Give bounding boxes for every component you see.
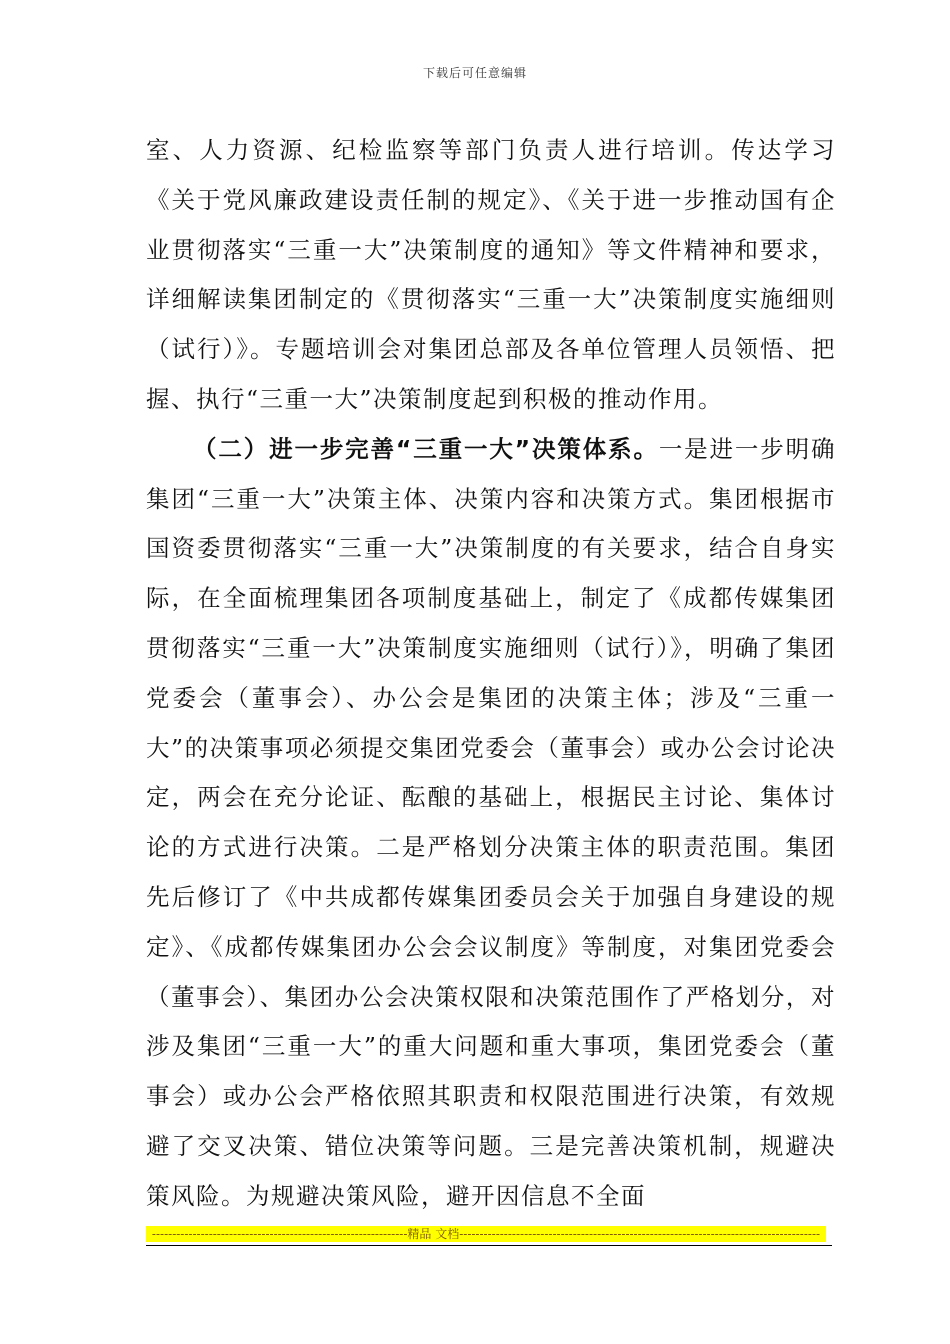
document-body <box>146 126 836 1222</box>
paragraph-2-body: 一是进一步明确集团“三重一大”决策主体、决策内容和决策方式。集团根据市国资委贯彻落实“三重一大”决策制度的有关要求，结合自身实际，在全面梳理集团各项制度基础上，制定了《成都传媒集团贯彻落实“三重一大”决策制度实施细则（试行）》，明确了集团党委会（董事会）、办公会是集团的决策主体；涉及“三重一大”的决策事项必须提交集团党委会（董事会）或办公会讨论决定，两会在充分论证、酝酿的基础上，根据民主讨论、集体讨论的方式进行决策。二是严格划分决策主体的职责范围。集团先后修订了《中共成都传媒集团委员会关于加强自身建设的规定》、《成都传媒集团办公会会议制度》等制度，对集团党委会（董事会）、集团办公会决策权限和决策范围作了严格划分，对涉及集团“三重一大”的重大问题和重大事项，集团党委会（董事会）或办公会严格依照其职责和权限范围进行决策，有效规避了交叉决策、错位决策等问题。三是完善决策机制，规避决策风险。为规避决策风险，避开因信息不全面 <box>146 434 836 1210</box>
footer-band <box>146 1226 826 1242</box>
paragraph-2 <box>146 425 836 1222</box>
paragraph-1: 室、人力资源、纪检监察等部门负责人进行培训。传达学习《关于党风廉政建设责任制的规定》、《关于进一步推动国有企业贯彻落实“三重一大”决策制度的通知》等文件精神和要求，详细解读集团制定的《贯彻落实“三重一大”决策制度实施细则（试行）》。专题培训会对集团总部及各单位管理人员领悟、把握、执行“三重一大”决策制度起到积极的推动作用。 <box>146 136 836 413</box>
header-note: 下载后可任意编辑 <box>422 66 527 80</box>
section-heading: （二）进一步完善“三重一大”决策体系。 <box>193 434 659 463</box>
footer-dashes-right: ----------------------------------------------------------------------------------------- <box>459 1227 821 1241</box>
footer-label: 精品 文档 <box>407 1227 460 1241</box>
footer-rule <box>146 1245 832 1246</box>
footer-dashes-left: --------------------------------------------------------------- <box>151 1227 408 1241</box>
